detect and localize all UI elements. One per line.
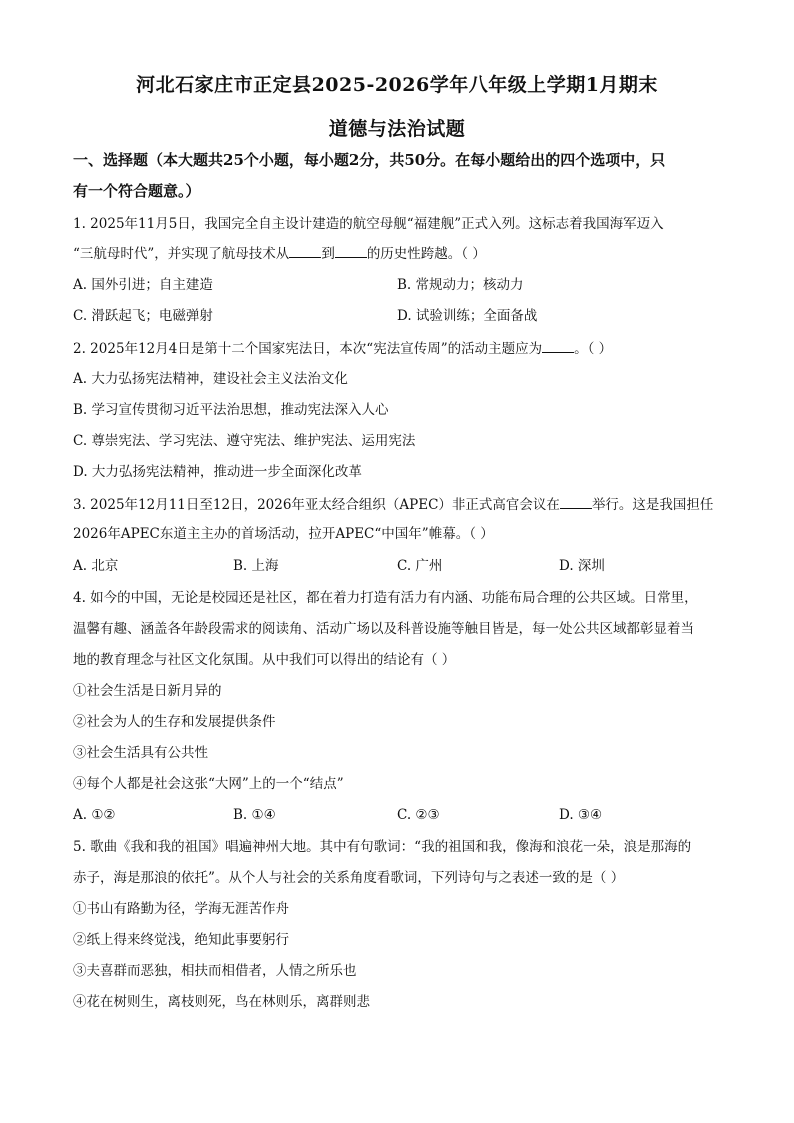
q1-stem-text-2: 到	[321, 246, 335, 262]
q3-stem	[73, 495, 713, 514]
q3-stem-text-2: 举行。这是我国担任	[591, 497, 714, 513]
exam-subtitle: 道德与法治试题	[328, 118, 466, 140]
q3-option-c[interactable]: C. 广州	[397, 558, 443, 574]
exam-title: 河北石家庄市正定县2025-2026学年八年级上学期1月期末	[136, 74, 658, 96]
q1-option-c[interactable]: C. 滑跃起飞；电磁弹射	[73, 308, 213, 324]
q4-stem-cont: 温馨有趣、涵盖各年龄段需求的阅读角、活动广场以及科普设施等触目皆是，每一处公共区域都彰显着当	[73, 621, 694, 637]
q4-option-d[interactable]: D. ③④	[559, 807, 603, 823]
q5-item-2: ②纸上得来终觉浅，绝知此事要躬行	[73, 932, 289, 948]
q3-stem-cont: 2026年APEC东道主主办的首场活动，拉开APEC“中国年”帷幕。（ ）	[73, 526, 494, 542]
q4-option-b[interactable]: B. ①④	[233, 807, 276, 823]
q3-option-b[interactable]: B. 上海	[233, 558, 279, 574]
q1-stem-text-3: 的历史性跨越。（ ）	[366, 246, 486, 262]
answer-blank	[335, 244, 367, 258]
q1-option-a[interactable]: A. 国外引进；自主建造	[73, 277, 213, 293]
q4-option-c[interactable]: C. ②③	[397, 807, 440, 823]
q2-option-c[interactable]: C. 尊崇宪法、学习宪法、遵守宪法、维护宪法、运用宪法	[73, 433, 416, 449]
q5-stem-cont: 赤子，海是那浪的依托”。从个人与社会的关系角度看歌词，下列诗句与之表述一致的是（ ）	[73, 870, 625, 886]
q2-stem	[73, 339, 612, 358]
q3-option-d[interactable]: D. 深圳	[559, 558, 605, 574]
q4-item-3: ③社会生活具有公共性	[73, 745, 208, 761]
q2-stem-text: 2. 2025年12月4日是第十二个国家宪法日，本次“宪法宣传周”的活动主题应为	[73, 341, 543, 357]
q4-item-2: ②社会为人的生存和发展提供条件	[73, 714, 276, 730]
q1-stem: 1. 2025年11月5日，我国完全自主设计建造的航空母舰“福建舰”正式入列。这标志着我国海军迈入	[73, 216, 664, 232]
answer-blank	[560, 495, 592, 509]
answer-blank	[289, 244, 321, 258]
q2-option-a[interactable]: A. 大力弘扬宪法精神，建设社会主义法治文化	[73, 371, 348, 387]
q5-item-4: ④花在树则生，离枝则死，鸟在林则乐，离群则悲	[73, 994, 370, 1010]
q3-option-a[interactable]: A. 北京	[73, 558, 119, 574]
q3-stem-text: 3. 2025年12月11日至12日，2026年亚太经合组织（APEC）非正式高官会议在	[73, 497, 560, 513]
section-heading-cont: 有一个符合题意。）	[73, 182, 201, 200]
answer-blank	[542, 339, 574, 353]
q1-option-d[interactable]: D. 试验训练；全面备战	[397, 308, 538, 324]
q4-item-1: ①社会生活是日新月异的	[73, 683, 222, 699]
q1-stem-cont	[73, 244, 486, 263]
q5-stem: 5. 歌曲《我和我的祖国》唱遍神州大地。其中有句歌词：“我的祖国和我，像海和浪花一朵，浪是那海的	[73, 839, 692, 855]
section-heading: 一、选择题（本大题共25个小题，每小题2分，共50分。在每小题给出的四个选项中，只	[73, 151, 666, 169]
q5-item-1: ①书山有路勤为径，学海无涯苦作舟	[73, 901, 289, 917]
q2-option-d[interactable]: D. 大力弘扬宪法精神，推动进一步全面深化改革	[73, 464, 362, 480]
q1-option-b[interactable]: B. 常规动力；核动力	[397, 277, 524, 293]
q4-stem-cont-2: 地的教育理念与社区文化氛围。从中我们可以得出的结论有（ ）	[73, 652, 456, 668]
q4-option-a[interactable]: A. ①②	[73, 807, 116, 823]
q4-item-4: ④每个人都是社会这张“大网”上的一个“结点”	[73, 776, 344, 792]
q5-item-3: ③夫喜群而恶独，相扶而相借者，人情之所乐也	[73, 963, 357, 979]
q2-option-b[interactable]: B. 学习宣传贯彻习近平法治思想，推动宪法深入人心	[73, 402, 389, 418]
q2-stem-text-2: 。（ ）	[574, 341, 613, 357]
q4-stem: 4. 如今的中国，无论是校园还是社区，都在着力打造有活力有内涵、功能布局合理的公共区域。日常里，	[73, 590, 698, 606]
q1-stem-text: “三航母时代”，并实现了航母技术从	[73, 246, 290, 262]
